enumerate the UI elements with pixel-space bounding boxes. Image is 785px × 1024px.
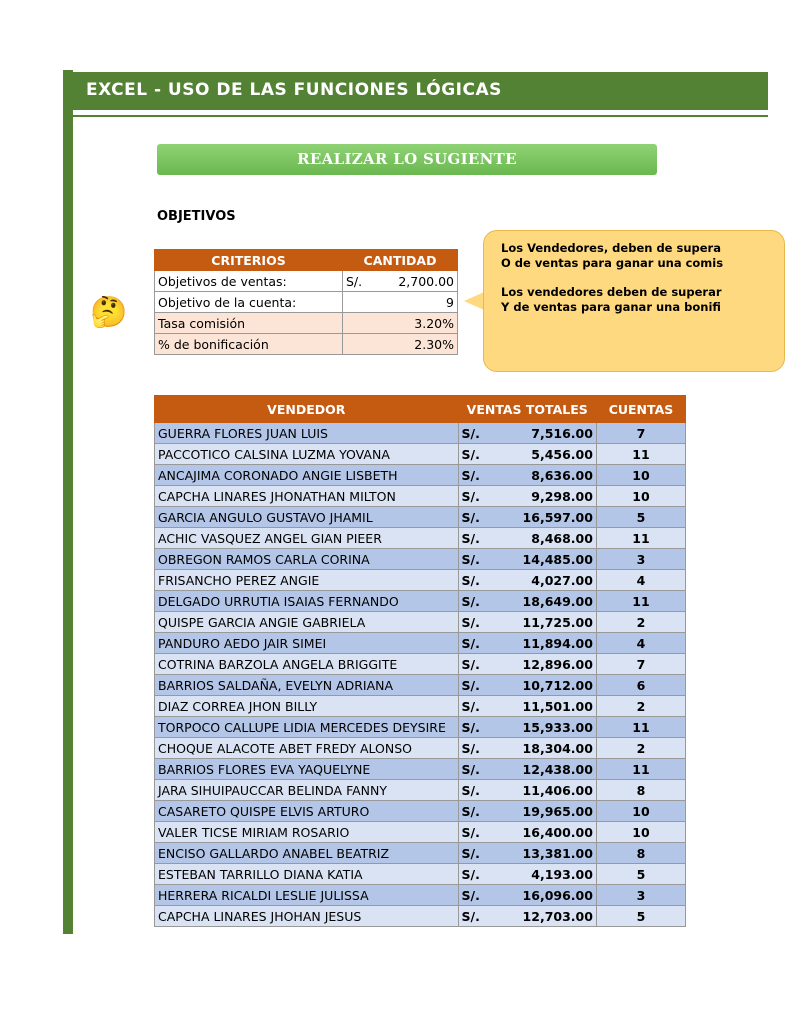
sales-header-row <box>155 396 686 423</box>
currency-cell: S/. <box>458 675 502 696</box>
ventas-total-cell: 11,501.00 <box>502 696 597 717</box>
cuentas-cell: 8 <box>596 780 685 801</box>
currency-cell: S/. <box>458 906 502 927</box>
criterio-value: 2.30% <box>343 334 458 355</box>
vendedor-cell: BARRIOS FLORES EVA YAQUELYNE <box>155 759 459 780</box>
cuentas-cell: 10 <box>596 486 685 507</box>
cuentas-cell: 2 <box>596 612 685 633</box>
ventas-totales-header: VENTAS TOTALES <box>458 396 596 423</box>
table-row <box>155 444 686 465</box>
cuentas-cell: 5 <box>596 864 685 885</box>
callout-line: Los Vendedores, deben de supera <box>501 241 721 255</box>
callout-line: Y de ventas para ganar una bonifi <box>501 300 721 314</box>
ventas-total-cell: 18,649.00 <box>502 591 597 612</box>
table-row <box>155 570 686 591</box>
currency-cell: S/. <box>458 570 502 591</box>
ventas-total-cell: 10,712.00 <box>502 675 597 696</box>
vendedor-cell: CAPCHA LINARES JHONATHAN MILTON <box>155 486 459 507</box>
currency-cell: S/. <box>458 465 502 486</box>
ventas-total-cell: 5,456.00 <box>502 444 597 465</box>
table-row <box>155 486 686 507</box>
currency-cell: S/. <box>458 591 502 612</box>
currency-cell: S/. <box>458 633 502 654</box>
vendedor-cell: VALER TICSE MIRIAM ROSARIO <box>155 822 459 843</box>
table-row <box>155 738 686 759</box>
vendedor-cell: ESTEBAN TARRILLO DIANA KATIA <box>155 864 459 885</box>
criterio-label: Objetivo de la cuenta: <box>155 292 343 313</box>
criterios-header-row <box>155 250 458 271</box>
table-row <box>155 591 686 612</box>
currency-cell: S/. <box>458 696 502 717</box>
cuentas-cell: 8 <box>596 843 685 864</box>
currency-cell: S/. <box>458 822 502 843</box>
currency-cell: S/. <box>458 738 502 759</box>
currency-cell: S/. <box>458 717 502 738</box>
vendedor-cell: ANCAJIMA CORONADO ANGIE LISBETH <box>155 465 459 486</box>
ventas-total-cell: 7,516.00 <box>502 423 597 444</box>
ventas-total-cell: 11,894.00 <box>502 633 597 654</box>
cuentas-cell: 7 <box>596 654 685 675</box>
criterio-currency: S/. <box>343 271 378 292</box>
table-row <box>155 675 686 696</box>
currency-cell: S/. <box>458 423 502 444</box>
cuentas-cell: 2 <box>596 696 685 717</box>
ventas-total-cell: 11,406.00 <box>502 780 597 801</box>
table-row <box>155 654 686 675</box>
cuentas-cell: 10 <box>596 822 685 843</box>
vendedor-cell: JARA SIHUIPAUCCAR BELINDA FANNY <box>155 780 459 801</box>
vendedor-cell: QUISPE GARCIA ANGIE GABRIELA <box>155 612 459 633</box>
table-row <box>155 696 686 717</box>
vendedor-cell: ENCISO GALLARDO ANABEL BEATRIZ <box>155 843 459 864</box>
vendedor-cell: BARRIOS SALDAÑA, EVELYN ADRIANA <box>155 675 459 696</box>
currency-cell: S/. <box>458 528 502 549</box>
table-row <box>155 528 686 549</box>
currency-cell: S/. <box>458 486 502 507</box>
table-row <box>155 885 686 906</box>
currency-cell: S/. <box>458 507 502 528</box>
currency-cell: S/. <box>458 549 502 570</box>
table-row <box>155 717 686 738</box>
header-bar <box>73 72 768 110</box>
table-row <box>155 906 686 927</box>
ventas-total-cell: 8,636.00 <box>502 465 597 486</box>
cuentas-cell: 4 <box>596 570 685 591</box>
currency-cell: S/. <box>458 654 502 675</box>
cuentas-header: CUENTAS <box>596 396 685 423</box>
vendedor-header: VENDEDOR <box>155 396 459 423</box>
table-row <box>155 822 686 843</box>
callout-note <box>483 230 785 372</box>
table-row <box>155 423 686 444</box>
vendedor-cell: CASARETO QUISPE ELVIS ARTURO <box>155 801 459 822</box>
ventas-total-cell: 4,027.00 <box>502 570 597 591</box>
vendedor-cell: COTRINA BARZOLA ANGELA BRIGGITE <box>155 654 459 675</box>
currency-cell: S/. <box>458 864 502 885</box>
cuentas-cell: 10 <box>596 465 685 486</box>
ventas-total-cell: 9,298.00 <box>502 486 597 507</box>
table-row <box>155 843 686 864</box>
vendedor-cell: HERRERA RICALDI LESLIE JULISSA <box>155 885 459 906</box>
page-title: EXCEL - USO DE LAS FUNCIONES LÓGICAS <box>86 80 502 100</box>
criterio-label: Objetivos de ventas: <box>155 271 343 292</box>
table-row <box>155 465 686 486</box>
sales-table <box>154 395 686 927</box>
criterio-value: 3.20% <box>343 313 458 334</box>
cuentas-cell: 11 <box>596 591 685 612</box>
currency-cell: S/. <box>458 444 502 465</box>
ventas-total-cell: 15,933.00 <box>502 717 597 738</box>
vendedor-cell: PANDURO AEDO JAIR SIMEI <box>155 633 459 654</box>
ventas-total-cell: 12,896.00 <box>502 654 597 675</box>
callout-tail <box>464 292 484 310</box>
criterio-label: % de bonificación <box>155 334 343 355</box>
table-row <box>155 507 686 528</box>
cuentas-cell: 5 <box>596 906 685 927</box>
table-row <box>155 780 686 801</box>
table-row <box>155 864 686 885</box>
vendedor-cell: OBREGON RAMOS CARLA CORINA <box>155 549 459 570</box>
criterios-row <box>155 313 458 334</box>
criterios-row <box>155 292 458 313</box>
header-underline <box>73 115 768 117</box>
currency-cell: S/. <box>458 843 502 864</box>
cuentas-cell: 4 <box>596 633 685 654</box>
table-row <box>155 759 686 780</box>
currency-cell: S/. <box>458 801 502 822</box>
criterios-table <box>154 249 458 355</box>
ventas-total-cell: 13,381.00 <box>502 843 597 864</box>
cuentas-cell: 11 <box>596 528 685 549</box>
cuentas-cell: 11 <box>596 759 685 780</box>
ventas-total-cell: 18,304.00 <box>502 738 597 759</box>
currency-cell: S/. <box>458 759 502 780</box>
table-row <box>155 549 686 570</box>
criterio-value: 9 <box>343 292 458 313</box>
vendedor-cell: PACCOTICO CALSINA LUZMA YOVANA <box>155 444 459 465</box>
callout-line: Los vendedores deben de superar <box>501 285 722 299</box>
vendedor-cell: DIAZ CORREA JHON BILLY <box>155 696 459 717</box>
cuentas-cell: 11 <box>596 717 685 738</box>
ventas-total-cell: 4,193.00 <box>502 864 597 885</box>
vendedor-cell: CHOQUE ALACOTE ABET FREDY ALONSO <box>155 738 459 759</box>
ventas-total-cell: 19,965.00 <box>502 801 597 822</box>
criterio-value: 2,700.00 <box>377 271 458 292</box>
currency-cell: S/. <box>458 780 502 801</box>
vendedor-cell: DELGADO URRUTIA ISAIAS FERNANDO <box>155 591 459 612</box>
vendedor-cell: GUERRA FLORES JUAN LUIS <box>155 423 459 444</box>
thinking-face-icon: 🤔 <box>90 295 128 330</box>
currency-cell: S/. <box>458 885 502 906</box>
criterios-header: CRITERIOS <box>155 250 343 271</box>
ventas-total-cell: 12,703.00 <box>502 906 597 927</box>
criterios-row <box>155 334 458 355</box>
cuentas-cell: 7 <box>596 423 685 444</box>
cuentas-cell: 2 <box>596 738 685 759</box>
ventas-total-cell: 8,468.00 <box>502 528 597 549</box>
instruction-banner: REALIZAR LO SUGIENTE <box>157 144 657 175</box>
ventas-total-cell: 16,597.00 <box>502 507 597 528</box>
vendedor-cell: TORPOCO CALLUPE LIDIA MERCEDES DEYSIRE <box>155 717 459 738</box>
ventas-total-cell: 12,438.00 <box>502 759 597 780</box>
left-green-border <box>63 70 73 934</box>
ventas-total-cell: 11,725.00 <box>502 612 597 633</box>
table-row <box>155 633 686 654</box>
cuentas-cell: 3 <box>596 549 685 570</box>
criterios-row <box>155 271 458 292</box>
cuentas-cell: 6 <box>596 675 685 696</box>
ventas-total-cell: 16,096.00 <box>502 885 597 906</box>
vendedor-cell: ACHIC VASQUEZ ANGEL GIAN PIEER <box>155 528 459 549</box>
cuentas-cell: 3 <box>596 885 685 906</box>
table-row <box>155 801 686 822</box>
objetivos-heading: OBJETIVOS <box>157 209 236 224</box>
ventas-total-cell: 16,400.00 <box>502 822 597 843</box>
currency-cell: S/. <box>458 612 502 633</box>
vendedor-cell: FRISANCHO PEREZ ANGIE <box>155 570 459 591</box>
cantidad-header: CANTIDAD <box>343 250 458 271</box>
vendedor-cell: CAPCHA LINARES JHOHAN JESUS <box>155 906 459 927</box>
criterio-label: Tasa comisión <box>155 313 343 334</box>
table-row <box>155 612 686 633</box>
vendedor-cell: GARCIA ANGULO GUSTAVO JHAMIL <box>155 507 459 528</box>
cuentas-cell: 11 <box>596 444 685 465</box>
callout-line: O de ventas para ganar una comis <box>501 256 724 270</box>
cuentas-cell: 5 <box>596 507 685 528</box>
cuentas-cell: 10 <box>596 801 685 822</box>
ventas-total-cell: 14,485.00 <box>502 549 597 570</box>
